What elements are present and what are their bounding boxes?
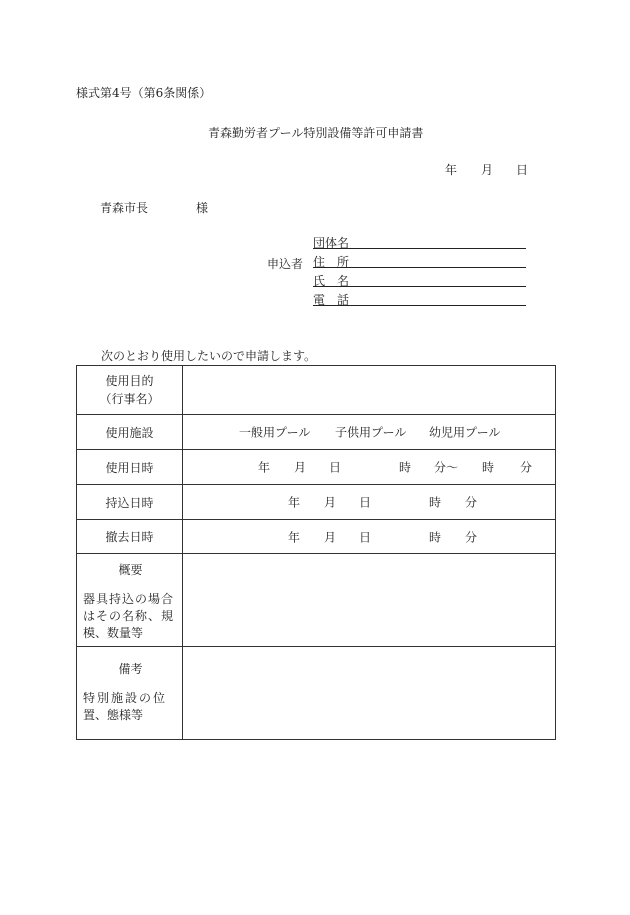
intro-text: 次のとおり使用したいので申請します。 [101, 349, 317, 363]
overview-label-cell [77, 554, 183, 647]
date-year: 年 [445, 163, 458, 177]
overview-value[interactable] [183, 554, 556, 647]
remarks-label: 備考 [118, 662, 143, 676]
removal-label: 撤去日時 [77, 520, 183, 554]
application-table [76, 365, 556, 740]
row-use-datetime [77, 450, 556, 485]
row-overview [77, 554, 556, 647]
date-day: 日 [516, 163, 529, 177]
remarks-value[interactable] [183, 647, 556, 740]
bring-in-label: 持込日時 [77, 485, 183, 520]
date-month: 月 [481, 163, 494, 177]
applicant-name-field[interactable] [313, 272, 526, 287]
applicant-org-field[interactable] [313, 234, 526, 249]
purpose-value[interactable] [183, 366, 556, 415]
bring-in-value[interactable]: 年 月 日 時 分 [183, 485, 556, 520]
form-title: 青森勤労者プール特別設備等許可申請書 [208, 126, 424, 140]
applicant-phone-field[interactable] [313, 291, 526, 306]
overview-label: 概要 [118, 563, 143, 577]
overview-note-3: 模、数量等 [83, 626, 144, 640]
row-facility [77, 415, 556, 450]
overview-note-2: はその名称、規 [83, 609, 175, 623]
removal-value[interactable]: 年 月 日 時 分 [183, 520, 556, 554]
row-bring-in [77, 485, 556, 520]
addressee-name: 青森市長 [100, 201, 149, 215]
applicant-name-label: 氏 名 [313, 274, 350, 288]
use-datetime-value[interactable]: 年 月 日 時 分〜 時 分 [183, 450, 556, 485]
row-purpose [77, 366, 556, 415]
applicant-phone-label: 電 話 [313, 293, 350, 307]
facility-options [183, 415, 556, 450]
facility-option-children[interactable]: 子供用プール [335, 425, 407, 440]
row-removal [77, 520, 556, 554]
remarks-label-cell [77, 647, 183, 740]
facility-label: 使用施設 [77, 415, 183, 450]
remarks-note-2: 置、態様等 [83, 708, 144, 722]
form-number: 様式第4号（第6条関係） [76, 86, 212, 100]
purpose-label: 使用目的 （行事名） [77, 366, 183, 415]
facility-option-general[interactable]: 一般用プール [239, 425, 311, 440]
use-datetime-label: 使用日時 [77, 450, 183, 485]
applicant-address-field[interactable] [313, 253, 526, 268]
applicant-org-label: 団体名 [313, 236, 350, 250]
applicant-address-label: 住 所 [313, 255, 350, 269]
row-remarks [77, 647, 556, 740]
overview-note-1: 器具持込の場合 [83, 592, 175, 606]
remarks-note-1: 特別施設の位 [83, 691, 168, 705]
applicant-label: 申込者 [267, 257, 304, 271]
facility-option-infant[interactable]: 幼児用プール [429, 425, 501, 440]
addressee-honorific: 様 [196, 201, 209, 215]
